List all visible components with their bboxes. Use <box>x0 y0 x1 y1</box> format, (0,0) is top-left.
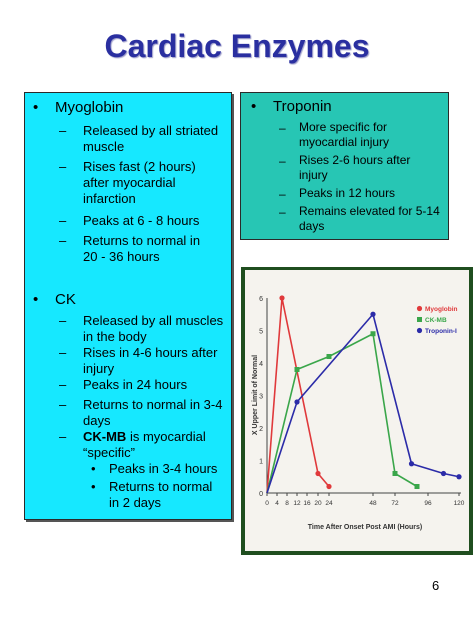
legend-marker <box>417 328 422 333</box>
troponin-item: Peaks in 12 hours <box>299 186 396 200</box>
y-tick-label: 1 <box>259 458 263 466</box>
ck-item: Peaks in 24 hours <box>83 377 188 392</box>
myoglobin-item: Returns to normal in 20 - 36 hours <box>83 233 201 264</box>
y-tick-label: 2 <box>259 426 263 433</box>
y-tick-label: 4 <box>259 361 263 368</box>
dash-marker: – <box>279 205 286 219</box>
dash-marker: – <box>59 313 67 328</box>
y-tick-label: 3 <box>259 393 263 401</box>
dash-marker: – <box>59 123 67 138</box>
dash-marker: – <box>59 345 67 360</box>
ck-heading: CK <box>55 291 76 308</box>
data-point <box>415 484 420 489</box>
legend-marker <box>417 306 422 311</box>
dash-marker: – <box>59 213 67 228</box>
sub-bullet-dot: • <box>91 479 96 494</box>
data-point <box>370 312 375 317</box>
myoglobin-ck-panel <box>24 92 232 520</box>
page-number: 6 <box>432 578 440 593</box>
troponin-item: Rises 2-6 hours after injury <box>299 153 411 182</box>
dash-marker: – <box>59 377 67 392</box>
x-tick-label: 20 <box>314 500 322 507</box>
series-line <box>267 334 417 493</box>
dash-marker: – <box>279 121 286 135</box>
data-point <box>326 484 331 489</box>
ckmb-label: CK-MB <box>83 429 127 444</box>
legend-label: Troponin-I <box>425 328 457 335</box>
data-point <box>441 471 446 476</box>
dash-marker: – <box>59 397 67 412</box>
x-tick-label: 72 <box>391 500 399 507</box>
data-point <box>371 331 376 336</box>
y-axis-label: X Upper Limit of Normal <box>252 354 259 436</box>
dash-marker: – <box>59 233 67 248</box>
data-point <box>409 461 414 466</box>
bullet-dot: • <box>251 98 257 115</box>
ckmb-item <box>83 429 213 461</box>
legend-label: Myoglobin <box>425 306 458 313</box>
ckmb-sub-item: Returns to normal in 2 days <box>109 479 213 510</box>
bullet-dot: • <box>33 291 39 308</box>
enzyme-chart-frame <box>241 267 473 555</box>
data-point <box>315 471 320 476</box>
troponin-heading: Troponin <box>273 98 332 115</box>
enzyme-chart-svg <box>245 270 469 551</box>
troponin-panel <box>240 92 449 240</box>
enzyme-chart <box>245 270 469 551</box>
x-tick-label: 24 <box>325 500 333 507</box>
x-tick-label: 120 <box>453 500 465 507</box>
x-tick-label: 16 <box>303 500 311 507</box>
myoglobin-heading: Myoglobin <box>55 99 124 116</box>
data-point <box>456 474 461 479</box>
data-point <box>294 399 299 404</box>
data-point <box>393 471 398 476</box>
y-tick-label: 0 <box>259 491 263 498</box>
data-point <box>295 367 300 372</box>
ck-item: Returns to normal in 3-4 days <box>83 397 223 428</box>
x-tick-label: 48 <box>369 500 377 507</box>
ck-item: Released by all muscles in the body <box>83 313 224 344</box>
troponin-item: More specific for myocardial injury <box>299 120 390 149</box>
x-tick-label: 12 <box>293 500 301 507</box>
ckmb-sub-item: Peaks in 3-4 hours <box>109 461 218 476</box>
slide-title: Cardiac Enzymes <box>104 28 370 64</box>
data-point <box>279 295 284 300</box>
myoglobin-item: Peaks at 6 - 8 hours <box>83 213 200 228</box>
legend-label: CK-MB <box>425 317 447 324</box>
x-tick-label: 96 <box>424 500 432 507</box>
y-tick-label: 6 <box>259 296 263 303</box>
legend-marker <box>417 317 422 322</box>
ck-item: Rises in 4-6 hours after injury <box>83 345 218 376</box>
troponin-item: Remains elevated for 5-14 days <box>299 204 440 233</box>
x-tick-label: 0 <box>265 500 269 507</box>
y-tick-label: 5 <box>259 328 263 336</box>
dash-marker: – <box>279 154 286 168</box>
data-point <box>327 354 332 359</box>
x-tick-label: 8 <box>285 500 289 507</box>
bullet-dot: • <box>33 99 39 116</box>
dash-marker: – <box>59 159 67 174</box>
ckmb-text: is myocardial “specific” <box>83 429 206 460</box>
myoglobin-item: Released by all striated muscle <box>83 123 219 154</box>
dash-marker: – <box>59 429 67 444</box>
myoglobin-item: Rises fast (2 hours) after myocardial infarction <box>83 159 196 206</box>
x-axis-label: Time After Onset Post AMI (Hours) <box>307 524 423 531</box>
sub-bullet-dot: • <box>91 461 96 476</box>
x-tick-label: 4 <box>275 500 279 507</box>
dash-marker: – <box>279 187 286 201</box>
